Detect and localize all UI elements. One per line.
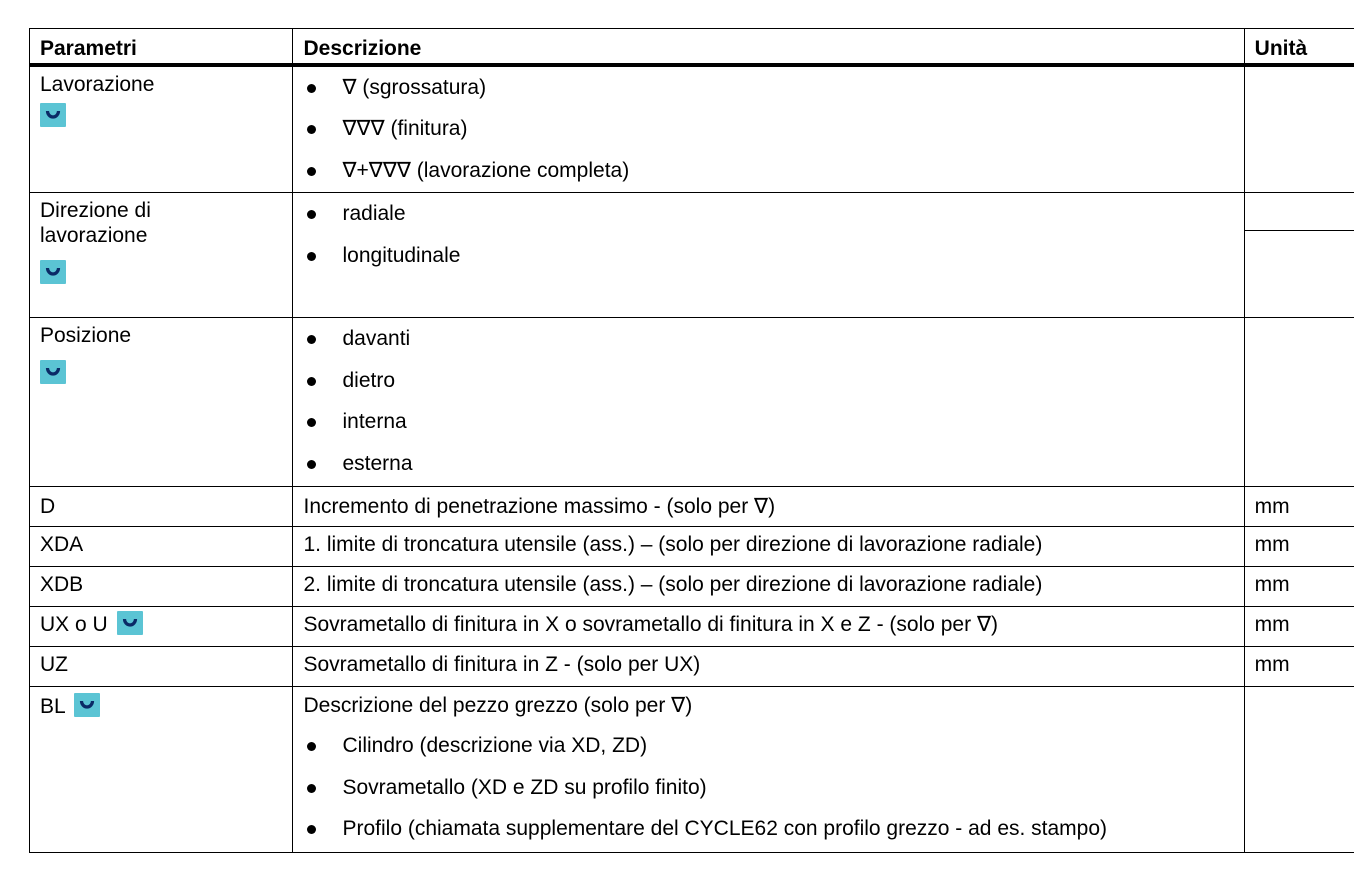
unit-cell: mm — [1244, 487, 1354, 527]
header-parametri: Parametri — [30, 29, 293, 65]
desc-cell: Incremento di penetrazione massimo - (solo per ∇) — [293, 487, 1244, 527]
param-label: Posizione — [40, 324, 132, 347]
desc-cell — [293, 687, 1244, 853]
unit-cell — [1244, 318, 1354, 487]
param-cell — [30, 193, 293, 318]
desc-cell — [293, 65, 1244, 193]
param-cell: XDB — [30, 567, 293, 607]
table-row — [30, 687, 1354, 853]
desc-cell: Sovrametallo di finitura in Z - (solo per UX) — [293, 647, 1244, 687]
param-cell — [30, 687, 293, 853]
list-item: interna — [303, 401, 1243, 443]
toggle-select-icon — [74, 693, 100, 717]
table-row — [30, 318, 1354, 487]
desc-cell — [293, 318, 1244, 487]
param-label-line2: lavorazione — [40, 224, 148, 248]
table-row — [30, 607, 1354, 647]
table-row — [30, 487, 1354, 527]
param-label: UX o U — [40, 613, 108, 636]
table-row — [30, 193, 1354, 318]
param-cell — [30, 607, 293, 647]
option-list — [303, 318, 1243, 484]
list-item: ∇ (sgrossatura) — [303, 67, 1243, 109]
option-list — [303, 725, 1243, 850]
table-row — [30, 567, 1354, 607]
option-list — [303, 193, 1243, 276]
list-item: Cilindro (descrizione via XD, ZD) — [303, 725, 1243, 767]
param-cell: XDA — [30, 527, 293, 567]
unit-cell: mm — [1244, 607, 1354, 647]
desc-cell: 2. limite di troncatura utensile (ass.) – (solo per direzione di lavorazione radiale) — [293, 567, 1244, 607]
param-label: BL — [40, 695, 65, 718]
list-item: esterna — [303, 443, 1243, 485]
unit-cell — [1244, 65, 1354, 193]
param-label: Lavorazione — [40, 72, 155, 96]
table-row — [30, 65, 1354, 193]
unit-divider — [1245, 230, 1354, 231]
list-item: ∇+∇∇∇ (lavorazione completa) — [303, 150, 1243, 192]
list-item: dietro — [303, 360, 1243, 402]
header-unita: Unità — [1244, 29, 1354, 65]
list-item: Profilo (chiamata supplementare del CYCLE62 con profilo grezzo - ad es. stampo) — [303, 808, 1243, 850]
desc-cell: Sovrametallo di finitura in X o sovrametallo di finitura in X e Z - (solo per ∇) — [293, 607, 1244, 647]
table-row — [30, 527, 1354, 567]
param-cell: D — [30, 487, 293, 527]
toggle-select-icon — [40, 260, 66, 284]
unit-cell — [1244, 193, 1354, 318]
table-row — [30, 647, 1354, 687]
unit-cell: mm — [1244, 567, 1354, 607]
param-label-line1: Direzione di — [40, 199, 151, 222]
toggle-select-icon — [40, 103, 66, 127]
list-item: davanti — [303, 318, 1243, 360]
desc-intro: Descrizione del pezzo grezzo (solo per ∇) — [303, 694, 693, 717]
option-list — [303, 67, 1243, 192]
desc-cell: 1. limite di troncatura utensile (ass.) – (solo per direzione di lavorazione radiale) — [293, 527, 1244, 567]
param-cell — [30, 65, 293, 193]
header-descrizione: Descrizione — [293, 29, 1244, 65]
unit-cell: mm — [1244, 647, 1354, 687]
header-row — [30, 29, 1354, 65]
param-cell: UZ — [30, 647, 293, 687]
parameters-table — [29, 28, 1354, 853]
list-item: Sovrametallo (XD e ZD su profilo finito) — [303, 767, 1243, 809]
toggle-select-icon — [117, 611, 143, 635]
unit-cell: mm — [1244, 527, 1354, 567]
list-item: ∇∇∇ (finitura) — [303, 108, 1243, 150]
toggle-select-icon — [40, 360, 66, 384]
param-cell — [30, 318, 293, 487]
list-item: radiale — [303, 193, 1243, 235]
list-item: longitudinale — [303, 235, 1243, 277]
desc-cell — [293, 193, 1244, 318]
unit-cell — [1244, 687, 1354, 853]
